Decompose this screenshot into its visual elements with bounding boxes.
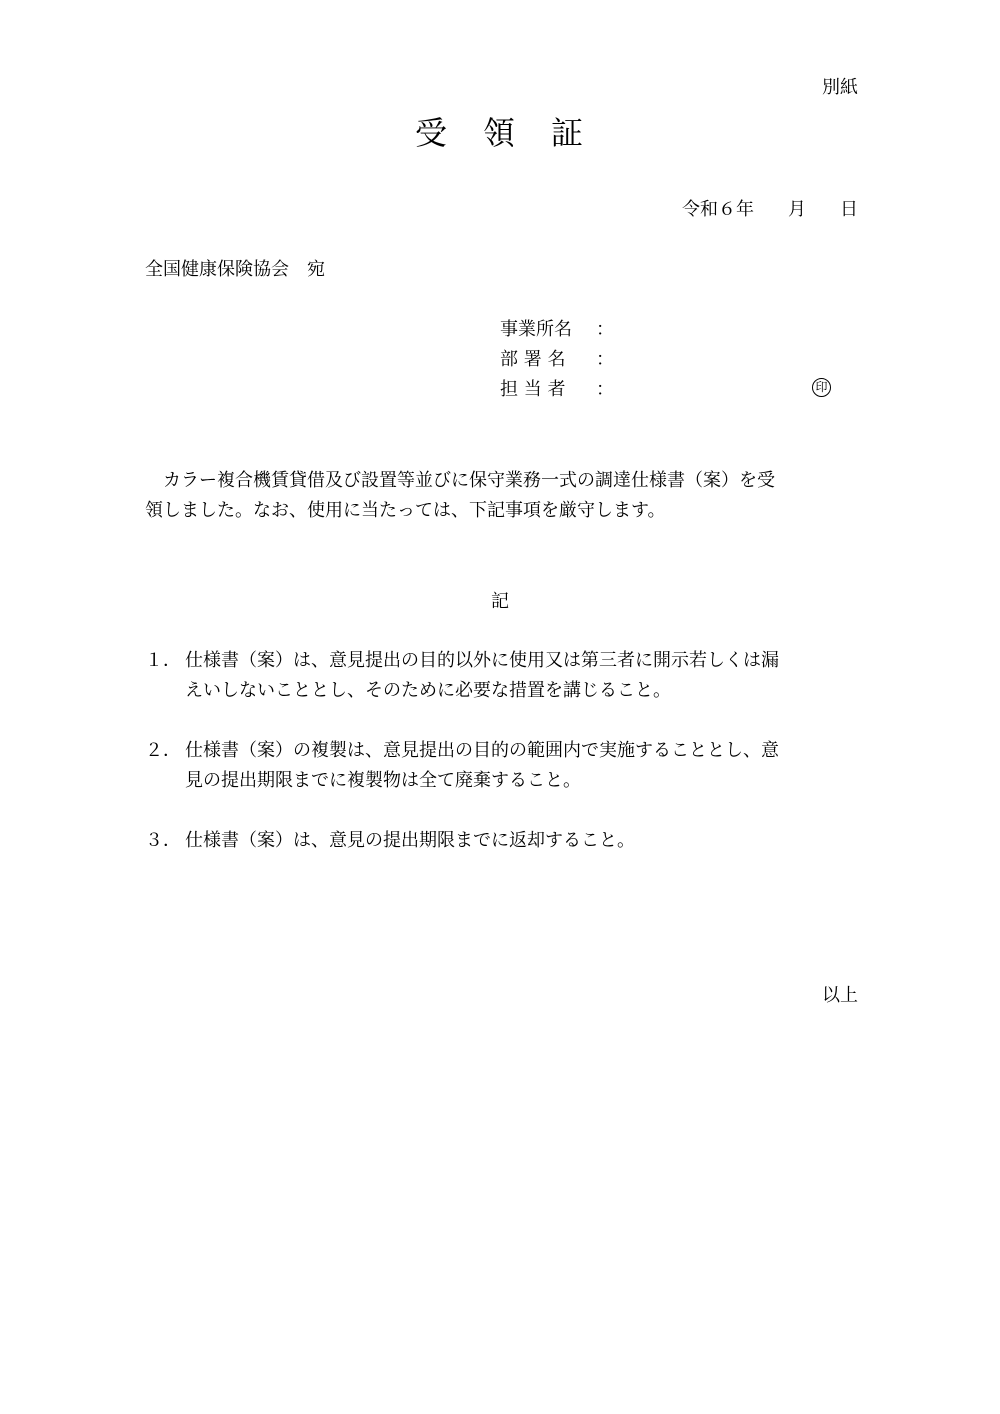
date-day: 日 (840, 199, 858, 220)
list-item-line-1: 仕様書（案）の複製は、意見提出の目的の範囲内で実施することとし、意 (185, 740, 779, 761)
list-item (145, 646, 860, 706)
date-era-year: 令和６年 (682, 199, 754, 220)
sender-department-row (500, 348, 845, 378)
office-name-label: 事業所名 (500, 319, 572, 340)
sender-person-row (500, 378, 845, 408)
list-item (145, 826, 860, 856)
closing-remark: 以上 (822, 985, 858, 1006)
list-item-line-1: 仕様書（案）は、意見提出の目的以外に使用又は第三者に開示若しくは漏 (185, 650, 779, 671)
addressee: 全国健康保険協会 宛 (145, 259, 325, 280)
list-item-number: ３． (145, 830, 181, 851)
date-month: 月 (788, 199, 806, 220)
department-label: 部 署 名 (500, 349, 566, 370)
body-line-1: カラー複合機賃貸借及び設置等並びに保守業務一式の調達仕様書（案）を受 (145, 470, 775, 491)
list-item-line-2: えいしないこととし、そのために必要な措置を講じること。 (185, 680, 671, 701)
list-item (145, 736, 860, 796)
list-item-line-1: 仕様書（案）は、意見の提出期限までに返却すること。 (185, 830, 635, 851)
list-item-number: １． (145, 650, 181, 671)
sender-office-row (500, 318, 845, 348)
list-item-line-2: 見の提出期限までに複製物は全て廃棄すること。 (185, 770, 581, 791)
body-line-2: 領しました。なお、使用に当たっては、下記事項を厳守します。 (145, 500, 666, 521)
sender-block (500, 318, 845, 408)
ki-heading: 記 (491, 591, 509, 612)
date-line (682, 198, 858, 222)
person-in-charge-label: 担 当 者 (500, 379, 566, 400)
office-name-colon: ： (596, 319, 614, 340)
attachment-label: 別紙 (822, 77, 858, 98)
department-colon: ： (596, 349, 614, 370)
document-title: 受 領 証 (414, 114, 585, 152)
seal-icon: 印 (812, 378, 831, 397)
list-item-number: ２． (145, 740, 181, 761)
person-in-charge-colon: ： (596, 379, 614, 400)
body-paragraph (145, 466, 857, 526)
